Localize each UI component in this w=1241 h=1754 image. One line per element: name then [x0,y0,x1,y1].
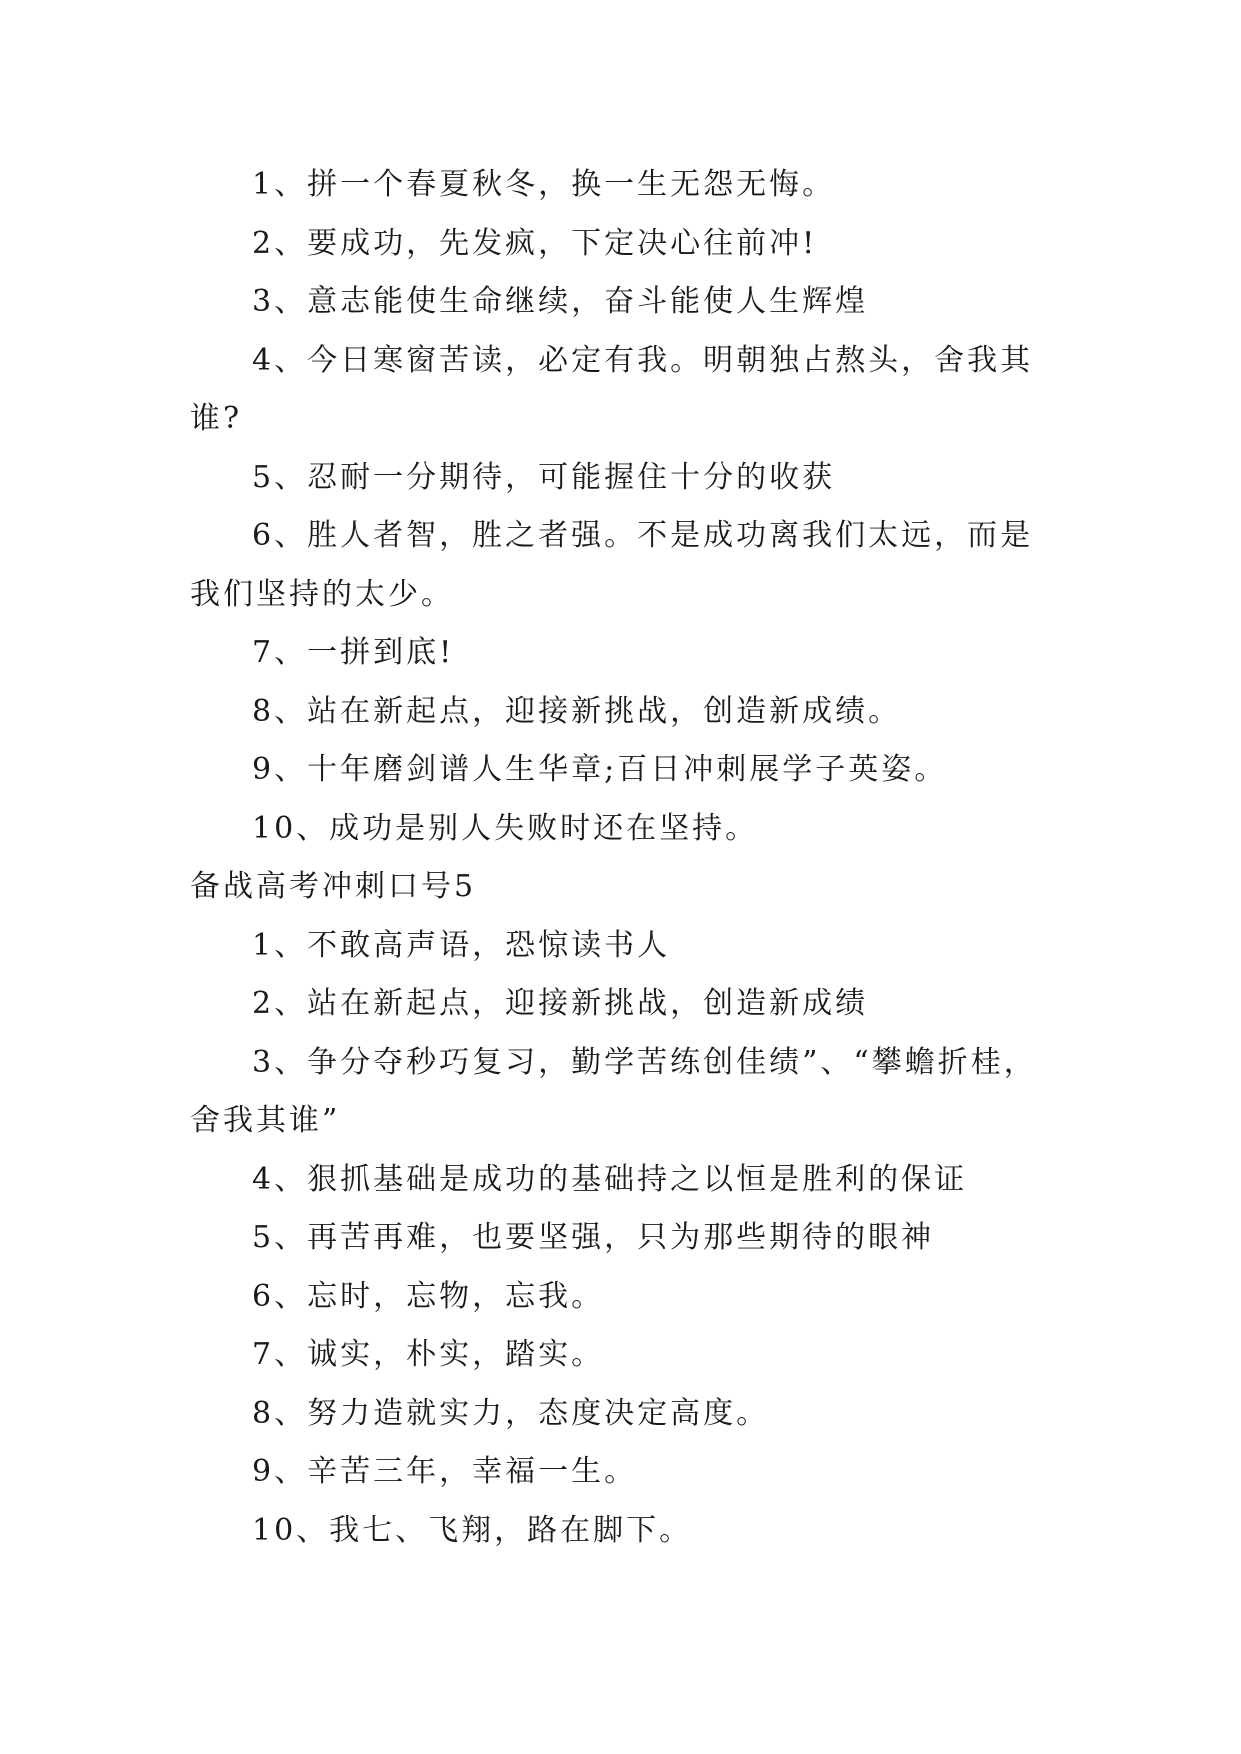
list-item-continuation: 我们坚持的太少。 [190,576,454,612]
document-page [190,156,1070,1560]
list-item: 2、站在新起点，迎接新挑战，创造新成绩 [252,986,869,1021]
list-item: 6、胜人者智，胜之者强。不是成功离我们太远，而是 [252,518,1034,553]
list-item: 3、意志能使生命继续，奋斗能使人生辉煌 [252,284,869,319]
list-item: 2、要成功，先发疯，下定决心往前冲! [252,225,818,261]
list-item: 1、拼一个春夏秋冬，换一生无怨无悔。 [252,167,836,202]
list-item: 9、辛苦三年，幸福一生。 [252,1454,638,1489]
list-item-continuation: 舍我其谁” [190,1103,341,1138]
list-item-continuation: 谁? [190,401,243,436]
list-item: 4、狠抓基础是成功的基础持之以恒是胜利的保证 [252,1161,968,1197]
list-item: 7、诚实，朴实，踏实。 [252,1337,605,1372]
list-item: 1、不敢高声语，恐惊读书人 [252,927,671,963]
list-item: 10、成功是别人失败时还在坚持。 [252,810,759,846]
list-item: 8、努力造就实力，态度决定高度。 [252,1395,770,1431]
list-item: 10、我七、飞翔，路在脚下。 [252,1512,693,1548]
list-item: 7、一拼到底! [252,635,455,670]
list-item: 4、今日寒窗苦读，必定有我。明朝独占熬头，舍我其 [252,342,1034,378]
list-item: 5、再苦再难，也要坚强，只为那些期待的眼神 [252,1220,935,1255]
list-item: 5、忍耐一分期待，可能握住十分的收获 [252,459,836,495]
list-item: 3、争分夺秒巧复习，勤学苦练创佳绩”、“攀蟾折桂， [252,1044,1037,1080]
section-heading: 备战高考冲刺口号5 [190,869,477,904]
list-item: 8、站在新起点，迎接新挑战，创造新成绩。 [252,693,902,729]
list-item: 6、忘时，忘物，忘我。 [252,1278,605,1314]
list-item: 9、十年磨剑谱人生华章;百日冲刺展学子英姿。 [252,752,948,787]
